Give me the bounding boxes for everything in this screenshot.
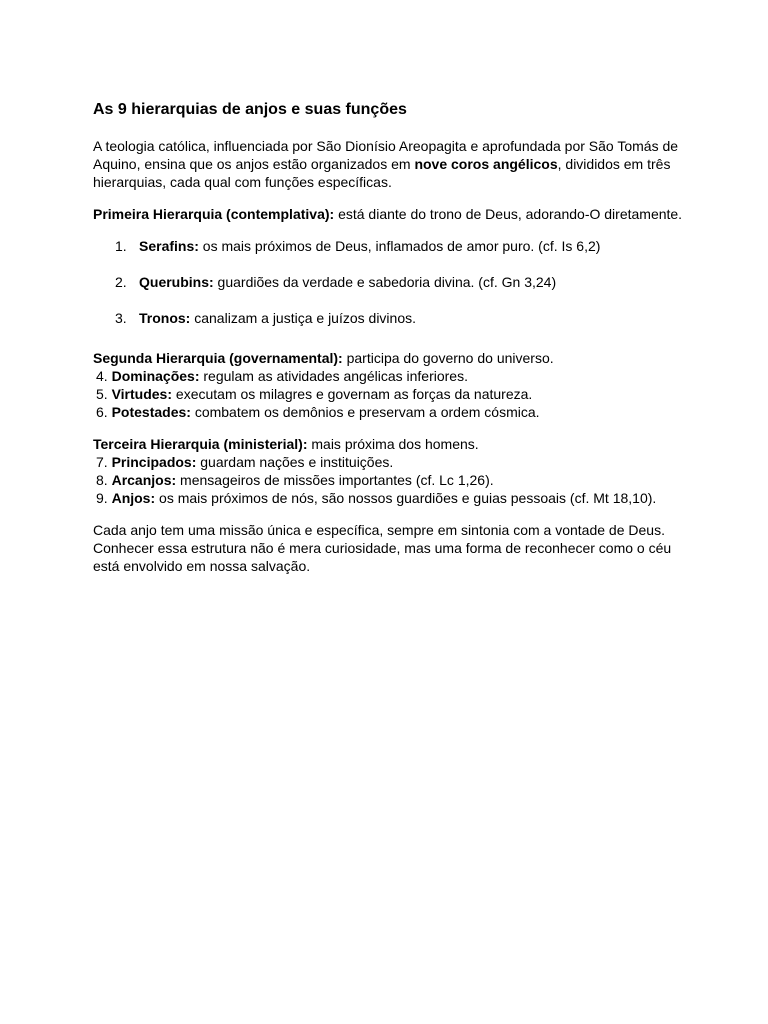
list-item-text: canalizam a justiça e juízos divinos. — [190, 310, 417, 326]
first-hierarchy-heading: Primeira Hierarquia (contemplativa): — [93, 206, 335, 222]
list-item-name: Arcanjos: — [111, 472, 177, 488]
list-item-text: executam os milagres e governam as forças da natureza. — [172, 386, 533, 402]
intro-text-before: A teologia católica, influenciada por São Dionísio Areopagita e aprofundada por São Tomás de Aquino, ensina que os anjos estão organizados em — [93, 138, 679, 172]
list-item-text: guardam nações e instituições. — [196, 454, 394, 470]
list-item-name: Principados: — [111, 454, 197, 470]
list-item-number: 6. — [96, 404, 108, 420]
list-item — [93, 309, 683, 327]
list-item-name: Virtudes: — [111, 386, 173, 402]
first-hierarchy-desc: está diante do trono de Deus, adorando-O diretamente. — [334, 206, 683, 222]
list-item-text: regulam as atividades angélicas inferiores. — [199, 368, 468, 384]
second-hierarchy-desc: participa do governo do universo. — [342, 350, 554, 366]
list-item-number: 9. — [96, 490, 108, 506]
document-title: As 9 hierarquias de anjos e suas funções — [93, 101, 407, 118]
third-hierarchy-block — [93, 435, 683, 507]
list-item — [93, 237, 683, 255]
intro-bold-phrase: nove coros angélicos — [414, 156, 558, 172]
list-item-number: 5. — [96, 386, 108, 402]
second-hierarchy-intro — [93, 349, 683, 367]
list-item-number: 4. — [96, 368, 108, 384]
second-hierarchy-block — [93, 349, 683, 421]
list-item-number: 2. — [115, 274, 127, 290]
intro-text-after: , divididos em três hierarquias, cada qual com funções específicas. — [93, 156, 671, 190]
list-item-number: 7. — [96, 454, 108, 470]
list-item-name: Dominações: — [111, 368, 200, 384]
document-page — [93, 100, 683, 589]
first-hierarchy-list — [93, 237, 683, 327]
intro-paragraph — [93, 137, 683, 191]
third-hierarchy-heading: Terceira Hierarquia (ministerial): — [93, 436, 308, 452]
list-item-name: Tronos: — [139, 310, 191, 326]
list-item — [93, 367, 683, 385]
list-item-number: 3. — [115, 310, 127, 326]
first-hierarchy-intro — [93, 205, 683, 223]
list-item-name: Serafins: — [139, 238, 199, 254]
second-hierarchy-heading: Segunda Hierarquia (governamental): — [93, 350, 343, 366]
list-item — [93, 489, 683, 507]
list-item-name: Anjos: — [111, 490, 156, 506]
list-item-text: os mais próximos de Deus, inflamados de amor puro. (cf. Is 6,2) — [198, 238, 601, 254]
list-item-text: mensageiros de missões importantes (cf. Lc 1,26). — [176, 472, 494, 488]
list-item-text: os mais próximos de nós, são nossos guardiões e guias pessoais (cf. Mt 18,10). — [155, 490, 657, 506]
list-item — [93, 273, 683, 291]
list-item-number: 1. — [115, 238, 127, 254]
list-item — [93, 453, 683, 471]
list-item-name: Potestades: — [111, 404, 191, 420]
list-item-text: guardiões da verdade e sabedoria divina. (cf. Gn 3,24) — [213, 274, 557, 290]
list-item — [93, 403, 683, 421]
conclusion-paragraph: Cada anjo tem uma missão única e específica, sempre em sintonia com a vontade de Deus. Conhecer essa estrutura não é mera curiosidade, mas uma forma de reconhecer como o céu está envolvido em nossa salvação. — [93, 522, 672, 574]
third-hierarchy-desc: mais próxima dos homens. — [307, 436, 479, 452]
list-item — [93, 385, 683, 403]
list-item-text: combatem os demônios e preservam a ordem cósmica. — [190, 404, 540, 420]
third-hierarchy-intro — [93, 435, 683, 453]
list-item-number: 8. — [96, 472, 108, 488]
list-item-name: Querubins: — [139, 274, 214, 290]
list-item — [93, 471, 683, 489]
